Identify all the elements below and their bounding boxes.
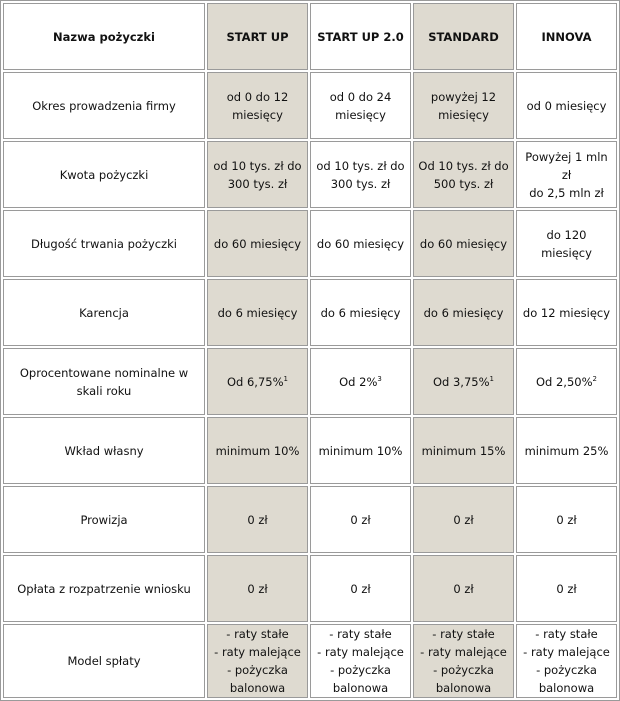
- row-label: Długość trwania pożyczki: [3, 210, 205, 277]
- header-row: [3, 3, 617, 70]
- cell-start-up-2: do 6 miesięcy: [310, 279, 411, 346]
- cell-innova: Od 2,50%$^2$: [516, 348, 617, 415]
- row-repayment-model: [3, 624, 617, 698]
- row-label: Prowizja: [3, 486, 205, 553]
- cell-start-up: Od 6,75%$^1$: [207, 348, 308, 415]
- cell-innova: 0 zł: [516, 555, 617, 622]
- header-standard: STANDARD: [413, 3, 514, 70]
- footnote-marker: 2: [592, 374, 597, 383]
- cell-start-up: do 60 miesięcy: [207, 210, 308, 277]
- cell-innova: 0 zł: [516, 486, 617, 553]
- cell-start-up: od 10 tys. zł do 300 tys. zł: [207, 141, 308, 208]
- cell-standard: - raty stałe - raty malejące - pożyczka balonowa: [413, 624, 514, 698]
- row-business-period: [3, 72, 617, 139]
- row-label: Karencja: [3, 279, 205, 346]
- row-label: Okres prowadzenia firmy: [3, 72, 205, 139]
- header-loan-name: Nazwa pożyczki: [3, 3, 205, 70]
- row-grace-period: [3, 279, 617, 346]
- row-loan-duration: [3, 210, 617, 277]
- cell-start-up-2: Od 2%$^3$: [310, 348, 411, 415]
- header-innova: INNOVA: [516, 3, 617, 70]
- row-label: Model spłaty: [3, 624, 205, 698]
- header-start-up: START UP: [207, 3, 308, 70]
- row-application-fee: [3, 555, 617, 622]
- cell-standard: Od 10 tys. zł do 500 tys. zł: [413, 141, 514, 208]
- cell-start-up: - raty stałe - raty malejące - pożyczka balonowa: [207, 624, 308, 698]
- row-interest-rate: [3, 348, 617, 415]
- footnote-marker: 1: [283, 374, 288, 383]
- cell-standard: do 60 miesięcy: [413, 210, 514, 277]
- cell-start-up: do 6 miesięcy: [207, 279, 308, 346]
- footnote-marker: 1: [489, 374, 494, 383]
- cell-standard: do 6 miesięcy: [413, 279, 514, 346]
- cell-innova: Powyżej 1 mln zł do 2,5 mln zł: [516, 141, 617, 208]
- cell-standard: Od 3,75%$^1$: [413, 348, 514, 415]
- cell-start-up: minimum 10%: [207, 417, 308, 484]
- cell-standard: powyżej 12 miesięcy: [413, 72, 514, 139]
- cell-start-up-2: 0 zł: [310, 486, 411, 553]
- cell-standard: 0 zł: [413, 486, 514, 553]
- cell-innova: do 120 miesięcy: [516, 210, 617, 277]
- header-start-up-2: START UP 2.0: [310, 3, 411, 70]
- cell-start-up-2: od 10 tys. zł do 300 tys. zł: [310, 141, 411, 208]
- cell-standard: 0 zł: [413, 555, 514, 622]
- cell-start-up-2: 0 zł: [310, 555, 411, 622]
- cell-start-up: 0 zł: [207, 555, 308, 622]
- cell-start-up-2: - raty stałe - raty malejące - pożyczka balonowa: [310, 624, 411, 698]
- cell-innova: do 12 miesięcy: [516, 279, 617, 346]
- row-loan-amount: [3, 141, 617, 208]
- cell-start-up-2: od 0 do 24 miesięcy: [310, 72, 411, 139]
- cell-innova: minimum 25%: [516, 417, 617, 484]
- cell-innova: - raty stałe - raty malejące - pożyczka balonowa: [516, 624, 617, 698]
- cell-start-up-2: do 60 miesięcy: [310, 210, 411, 277]
- row-label: Kwota pożyczki: [3, 141, 205, 208]
- cell-standard: minimum 15%: [413, 417, 514, 484]
- cell-start-up: od 0 do 12 miesięcy: [207, 72, 308, 139]
- row-label: Oprocentowane nominalne w skali roku: [3, 348, 205, 415]
- cell-start-up: 0 zł: [207, 486, 308, 553]
- row-label: Wkład własny: [3, 417, 205, 484]
- cell-start-up-2: minimum 10%: [310, 417, 411, 484]
- row-own-contribution: [3, 417, 617, 484]
- cell-innova: od 0 miesięcy: [516, 72, 617, 139]
- footnote-marker: 3: [377, 374, 382, 383]
- row-commission: [3, 486, 617, 553]
- row-label: Opłata z rozpatrzenie wniosku: [3, 555, 205, 622]
